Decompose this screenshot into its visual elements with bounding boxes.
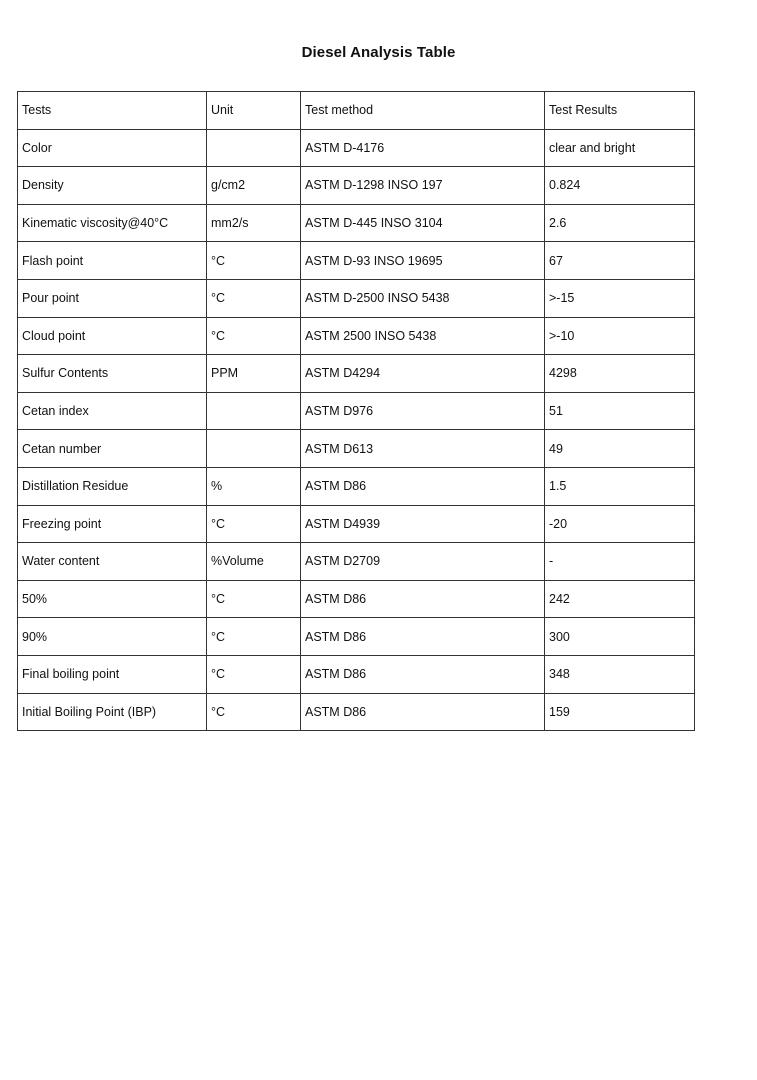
cell-test-result: 1.5 [545, 467, 695, 505]
cell-test-result: 4298 [545, 355, 695, 393]
cell-test-name: 50% [18, 580, 207, 618]
cell-test-method: ASTM D-93 INSO 19695 [301, 242, 545, 280]
table-row [18, 505, 695, 543]
cell-unit: °C [207, 505, 301, 543]
cell-test-result: 348 [545, 655, 695, 693]
cell-test-method: ASTM D86 [301, 467, 545, 505]
cell-unit [207, 430, 301, 468]
cell-test-method: ASTM D2709 [301, 543, 545, 581]
cell-test-result: 300 [545, 618, 695, 656]
cell-test-result: 159 [545, 693, 695, 731]
cell-unit: PPM [207, 355, 301, 393]
table-row [18, 543, 695, 581]
cell-unit: °C [207, 618, 301, 656]
cell-test-method: ASTM D-2500 INSO 5438 [301, 279, 545, 317]
cell-test-name: Initial Boiling Point (IBP) [18, 693, 207, 731]
cell-test-method: ASTM D-445 INSO 3104 [301, 204, 545, 242]
cell-test-result: 2.6 [545, 204, 695, 242]
column-header-unit: Unit [207, 92, 301, 130]
table-row [18, 242, 695, 280]
cell-test-method: ASTM 2500 INSO 5438 [301, 317, 545, 355]
table-row [18, 279, 695, 317]
table-row [18, 167, 695, 205]
table-row [18, 355, 695, 393]
cell-test-method: ASTM D86 [301, 618, 545, 656]
table-row [18, 655, 695, 693]
cell-test-result: >-10 [545, 317, 695, 355]
cell-test-method: ASTM D-1298 INSO 197 [301, 167, 545, 205]
cell-test-name: Flash point [18, 242, 207, 280]
cell-unit: °C [207, 693, 301, 731]
cell-test-name: Freezing point [18, 505, 207, 543]
cell-unit: mm2/s [207, 204, 301, 242]
column-header-test-results: Test Results [545, 92, 695, 130]
table-row [18, 392, 695, 430]
cell-test-result: 67 [545, 242, 695, 280]
cell-test-method: ASTM D-4176 [301, 129, 545, 167]
cell-test-method: ASTM D86 [301, 693, 545, 731]
table-row [18, 430, 695, 468]
cell-test-method: ASTM D86 [301, 655, 545, 693]
cell-test-result: clear and bright [545, 129, 695, 167]
cell-unit: % [207, 467, 301, 505]
cell-test-result: 0.824 [545, 167, 695, 205]
cell-unit: °C [207, 279, 301, 317]
column-header-tests: Tests [18, 92, 207, 130]
table-row [18, 618, 695, 656]
cell-test-name: Sulfur Contents [18, 355, 207, 393]
cell-test-result: 242 [545, 580, 695, 618]
cell-test-method: ASTM D613 [301, 430, 545, 468]
cell-test-result: -20 [545, 505, 695, 543]
cell-unit: °C [207, 317, 301, 355]
cell-test-name: Distillation Residue [18, 467, 207, 505]
cell-unit: °C [207, 580, 301, 618]
cell-test-result: >-15 [545, 279, 695, 317]
cell-test-method: ASTM D4294 [301, 355, 545, 393]
table-row [18, 580, 695, 618]
cell-unit [207, 129, 301, 167]
cell-unit: %Volume [207, 543, 301, 581]
cell-test-method: ASTM D4939 [301, 505, 545, 543]
cell-test-name: Cloud point [18, 317, 207, 355]
cell-test-method: ASTM D976 [301, 392, 545, 430]
table-row [18, 129, 695, 167]
cell-unit: °C [207, 655, 301, 693]
cell-test-name: Water content [18, 543, 207, 581]
cell-test-result: 51 [545, 392, 695, 430]
cell-test-result: 49 [545, 430, 695, 468]
cell-test-name: Pour point [18, 279, 207, 317]
table-row [18, 467, 695, 505]
cell-unit: g/cm2 [207, 167, 301, 205]
cell-test-result: - [545, 543, 695, 581]
page-title: Diesel Analysis Table [301, 44, 456, 61]
table-row [18, 693, 695, 731]
cell-test-name: Density [18, 167, 207, 205]
cell-test-name: Color [18, 129, 207, 167]
cell-test-name: Cetan index [18, 392, 207, 430]
cell-test-name: 90% [18, 618, 207, 656]
column-header-test-method: Test method [301, 92, 545, 130]
diesel-analysis-table [17, 91, 695, 731]
cell-test-method: ASTM D86 [301, 580, 545, 618]
cell-test-name: Kinematic viscosity@40°C [18, 204, 207, 242]
table-row [18, 204, 695, 242]
table-header-row [18, 92, 695, 130]
cell-test-name: Final boiling point [18, 655, 207, 693]
table-row [18, 317, 695, 355]
cell-test-name: Cetan number [18, 430, 207, 468]
cell-unit: °C [207, 242, 301, 280]
cell-unit [207, 392, 301, 430]
